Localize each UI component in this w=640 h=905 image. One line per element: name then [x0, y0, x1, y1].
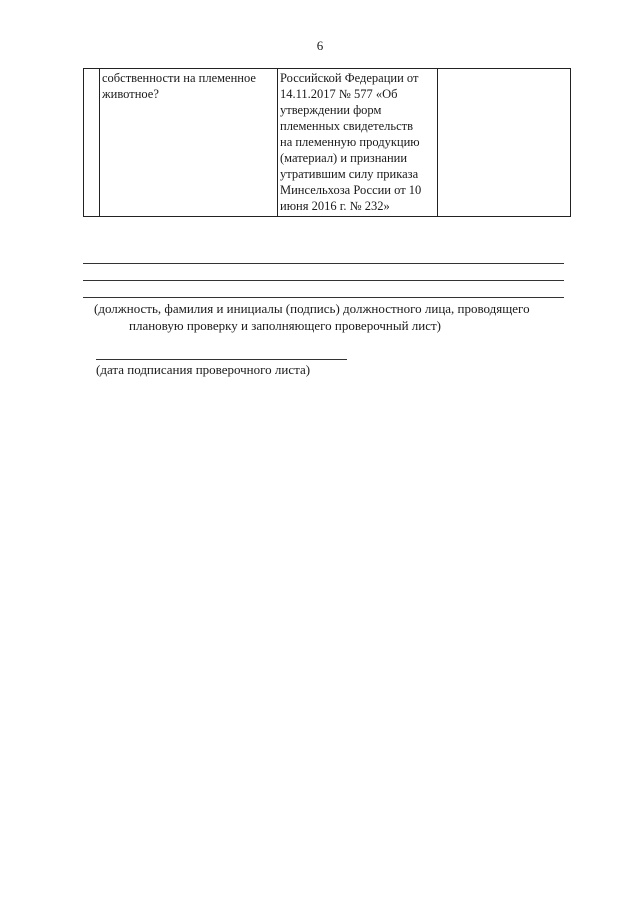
- table-row: [84, 69, 571, 217]
- question-text: собственности на племенное животное?: [102, 71, 256, 101]
- page-number: 6: [316, 38, 324, 53]
- signature-caption-line-2: плановую проверку и заполняющего проверочный лист): [129, 318, 442, 333]
- legal-reference-text: Российской Федерации от 14.11.2017 № 577 «Об утверждении форм племенных свидетельств на племенную продукцию (материал) и признании утратившим силу приказа Минсельхоза России от 10 июня 2016 г. № 232»: [280, 71, 422, 213]
- signature-line-2: [83, 280, 564, 281]
- legal-reference-cell: [278, 69, 438, 217]
- signature-caption-line-1: (должность, фамилия и инициалы (подпись) должностного лица, проводящего: [94, 301, 530, 316]
- signature-line-1: [83, 263, 564, 264]
- date-line: [96, 359, 347, 360]
- question-cell: [100, 69, 278, 217]
- checklist-table: [83, 68, 571, 217]
- date-caption: (дата подписания проверочного листа): [96, 362, 311, 377]
- signature-line-3: [83, 297, 564, 298]
- answer-cell: [438, 69, 571, 217]
- row-number-cell: [84, 69, 100, 217]
